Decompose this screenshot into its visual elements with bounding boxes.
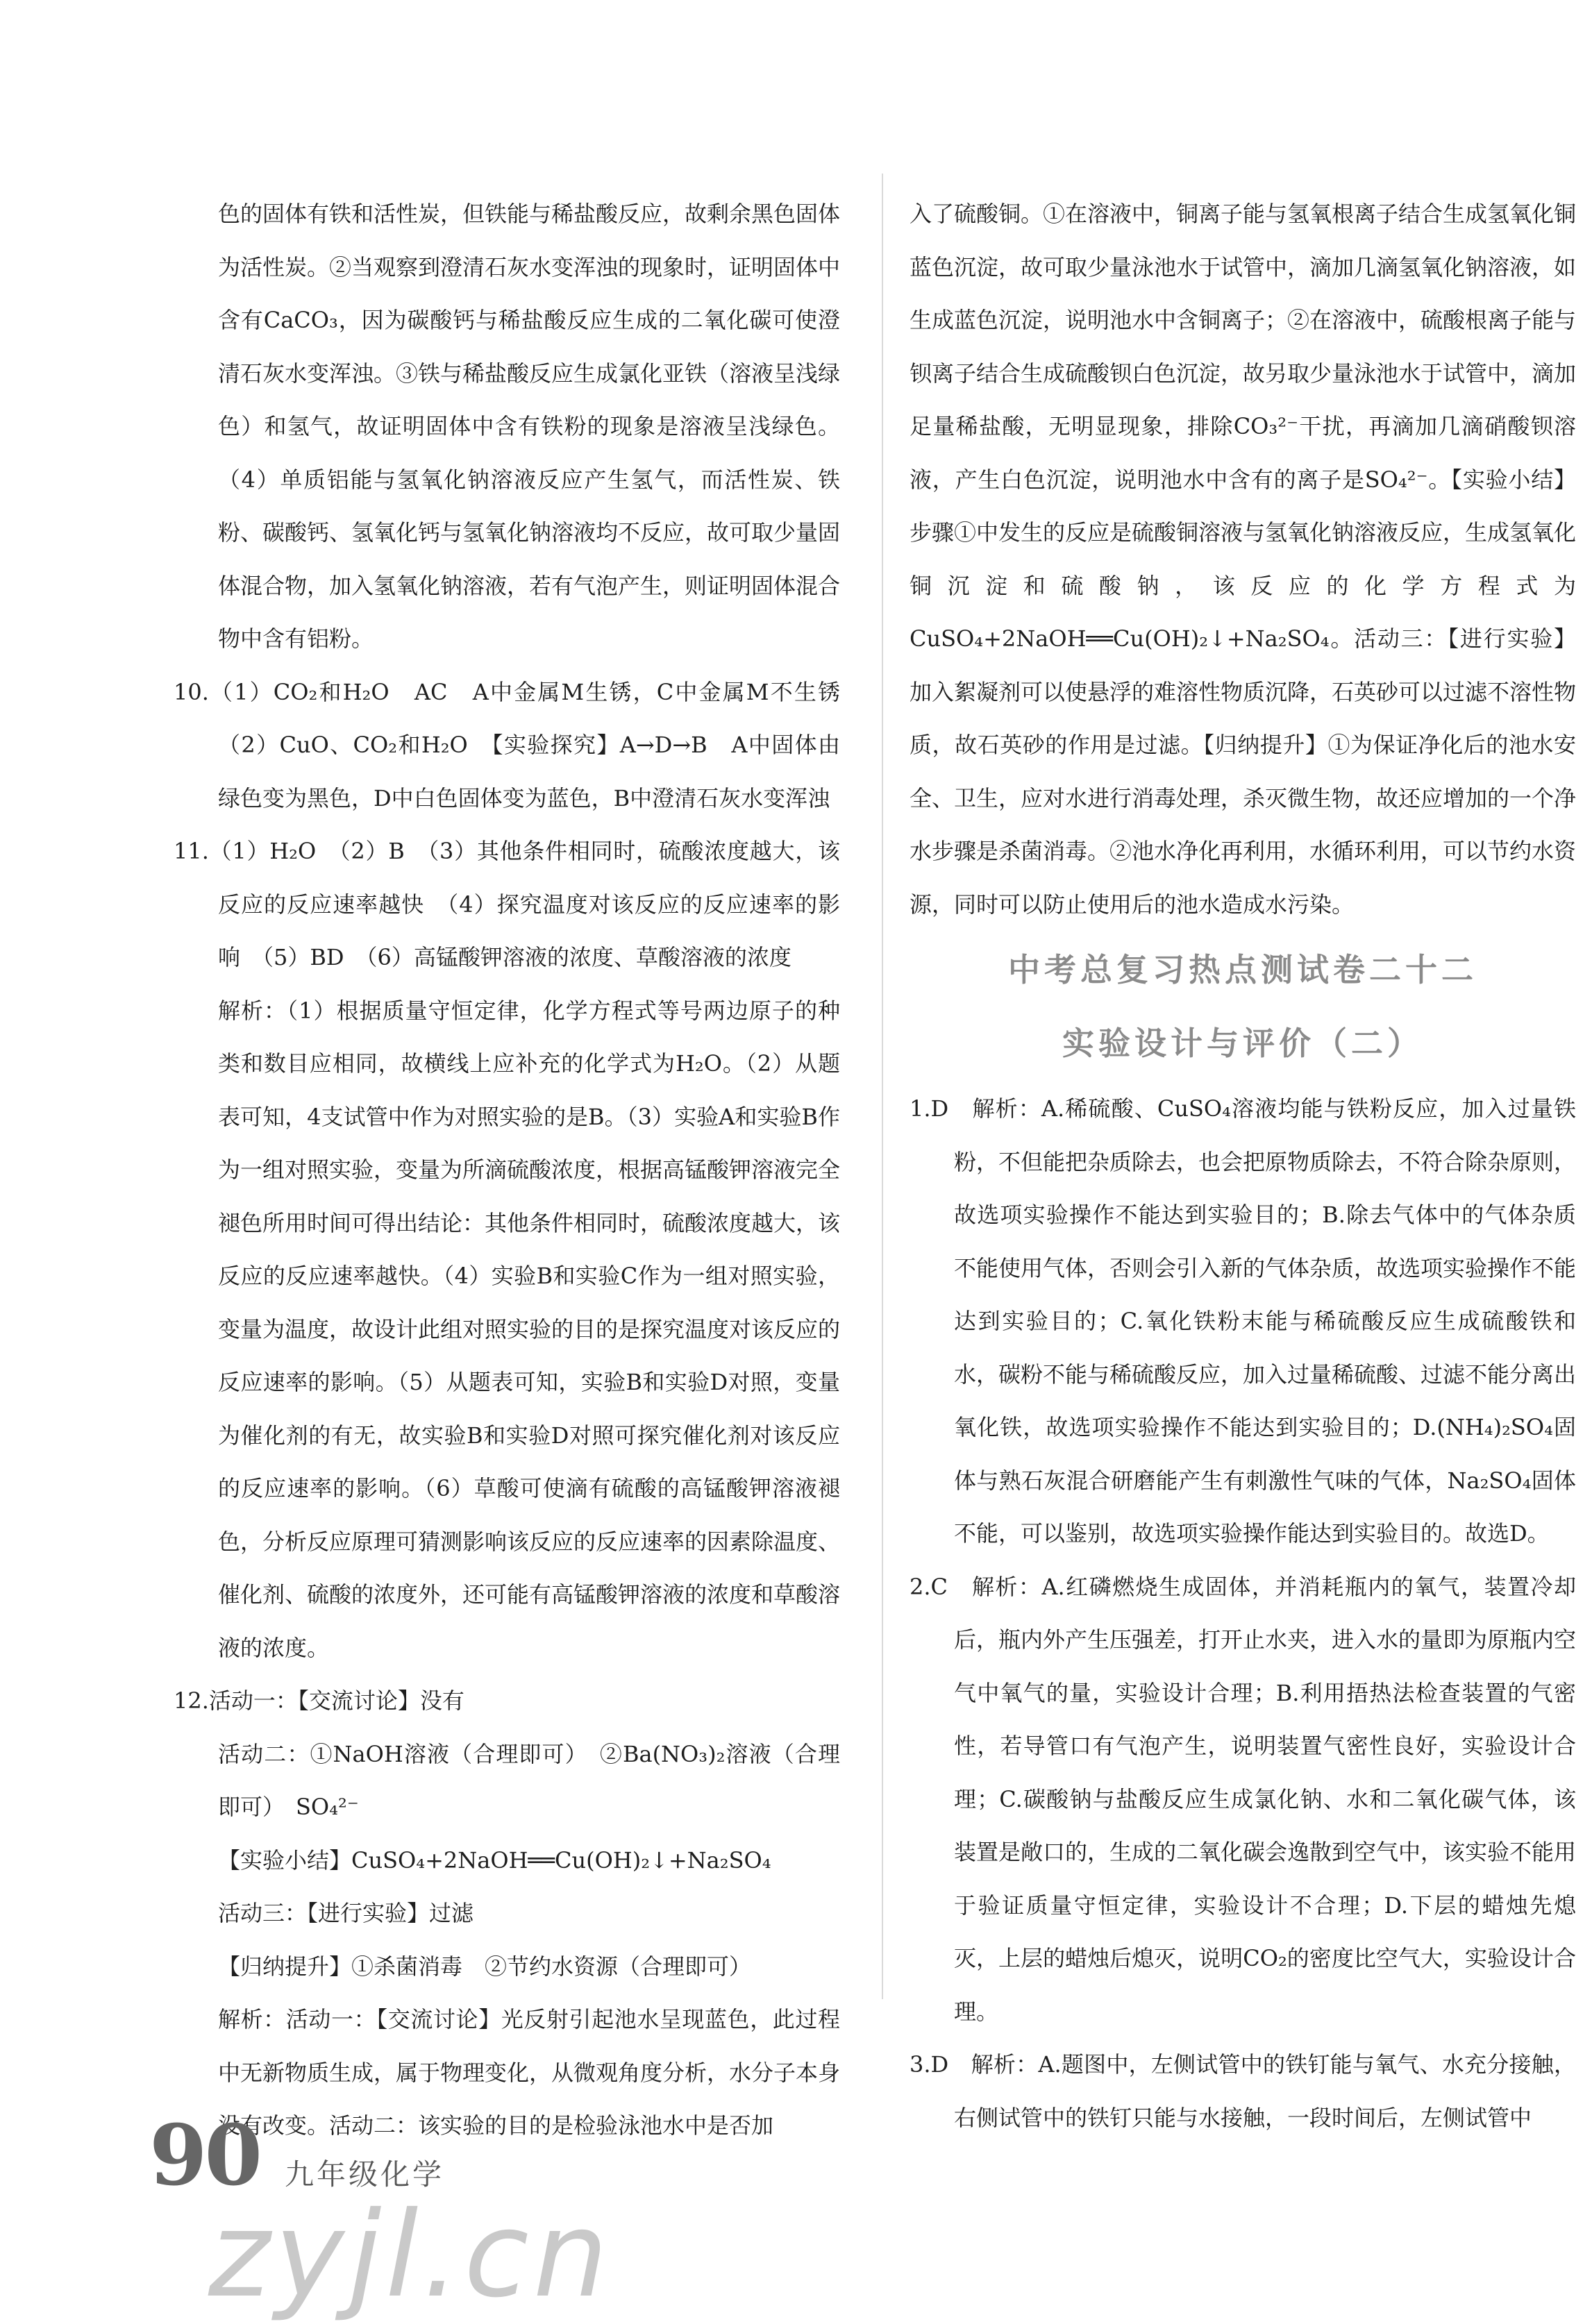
page-number: 90 bbox=[149, 2107, 260, 2205]
analysis-12: 解析：活动一：【交流讨论】光反射引起池水呈现蓝色，此过程中无新物质生成，属于物理变化，从微观角度分析，水分子本身没有改变。活动二：该实验的目的是检验泳池水中是否加 bbox=[218, 2006, 841, 2139]
answer-item-12: 12.活动一：【交流讨论】没有 bbox=[174, 1687, 464, 1714]
answer-item-12-summary: 【实验小结】CuSO₄+2NaOH══Cu(OH)₂↓+Na₂SO₄ bbox=[218, 1846, 771, 1873]
answer-item-3: 3.D 解析：A.题图中，左侧试管中的铁钉能与氧气、水充分接触，右侧试管中的铁钉只能与水接触，一段时间后，左侧试管中 bbox=[910, 2051, 1576, 2131]
answer-item-2: 2.C 解析：A.红磷燃烧生成固体，并消耗瓶内的氧气，装置冷却后，瓶内外产生压强差，打开止水夹，进入水的量即为原瓶内空气中氧气的量，实验设计合理；B.利用捂热法检查装置的气密性，若导管口有气泡产生，说明装置气密性良好，实验设计合理；C.碳酸钠与盐酸反应生成氯化钠、水和二氧化碳气体，该装置是敞口的，生成的二氧化碳会逸散到空气中，该实验不能用于验证质量守恒定律，实验设计不合理；D.下层的蜡烛先熄灭，上层的蜡烛后熄灭，说明CO₂的密度比空气大，实验设计合理。 bbox=[910, 1573, 1577, 2025]
watermark: zyjl.cn bbox=[208, 2187, 612, 2324]
section-subtitle: 实验设计与评价（二） bbox=[1062, 1025, 1423, 1062]
section-title: 中考总复习热点测试卷二十二 bbox=[1008, 951, 1477, 988]
analysis-12-continued: 入了硫酸铜。①在溶液中，铜离子能与氢氧根离子结合生成氢氧化铜蓝色沉淀，故可取少量泳池水于试管中，滴加几滴氢氧化钠溶液，如生成蓝色沉淀，说明池水中含铜离子；②在溶液中，硫酸根离子能与钡离子结合生成硫酸钡白色沉淀，故另取少量泳池水于试管中，滴加足量稀盐酸，无明显现象，排除CO₃²⁻干扰，再滴加几滴硝酸钡溶液，产生白色沉淀，说明池水中含有的离子是SO₄²⁻。【实验小结】步骤①中发生的反应是硫酸铜溶液与氢氧化钠溶液反应，生成氢氧化铜沉淀和硫酸钠，该反应的化学方程式为CuSO₄+2NaOH══Cu(OH)₂↓+Na₂SO₄。活动三：【进行实验】加入絮凝剂可以使悬浮的难溶性物质沉降，石英砂可以过滤不溶性物质，故石英砂的作用是过滤。【归纳提升】①为保证净化后的池水安全、卫生，应对水进行消毒处理，杀灭微生物，故还应增加的一个净水步骤是杀菌消毒。②池水净化再利用，水循环利用，可以节约水资源，同时可以防止使用后的池水造成水污染。 bbox=[910, 201, 1577, 918]
column-divider bbox=[882, 174, 883, 1999]
answer-item-1: 1.D 解析：A.稀硫酸、CuSO₄溶液均能与铁粉反应，加入过量铁粉，不但能把杂质除去，也会把原物质除去，不符合除杂原则，故选项实验操作不能达到实验目的；B.除去气体中的气体杂质不能使用气体，否则会引入新的气体杂质，故选项实验操作不能达到实验目的；C.氧化铁粉末能与稀硫酸反应生成硫酸铁和水，碳粉不能与稀硫酸反应，加入过量稀硫酸、过滤不能分离出氧化铁，故选项实验操作不能达到实验目的；D.(NH₄)₂SO₄固体与熟石灰混合研磨能产生有刺激性气味的气体，Na₂SO₄固体不能，可以鉴别，故选项实验操作能达到实验目的。故选D。 bbox=[910, 1095, 1577, 1547]
left-column bbox=[174, 187, 863, 2153]
right-column bbox=[910, 187, 1576, 2144]
paragraph: 色的固体有铁和活性炭，但铁能与稀盐酸反应，故剩余黑色固体为活性炭。②当观察到澄清石灰水变浑浊的现象时，证明固体中含有CaCO₃，因为碳酸钙与稀盐酸反应生成的二氧化碳可使澄清石灰水变浑浊。③铁与稀盐酸反应生成氯化亚铁（溶液呈浅绿色）和氢气，故证明固体中含有铁粉的现象是溶液呈浅绿色。（4）单质铝能与氢氧化钠溶液反应产生氢气，而活性炭、铁粉、碳酸钙、氢氧化钙与氢氧化钠溶液均不反应，故可取少量固体混合物，加入氢氧化钠溶液，若有气泡产生，则证明固体混合物中含有铝粉。 bbox=[218, 201, 841, 652]
answer-item-11: 11.（1）H₂O （2）B （3）其他条件相同时，硫酸浓度越大，该反应的反应速率越快 （4）探究温度对该反应的反应速率的影响 （5）BD （6）高锰酸钾溶液的浓度、草酸溶液的浓度 bbox=[174, 838, 840, 970]
analysis-11: 解析：（1）根据质量守恒定律，化学方程式等号两边原子的种类和数目应相同，故横线上应补充的化学式为H₂O。（2）从题表可知，4支试管中作为对照实验的是B。（3）实验A和实验B作为一组对照实验，变量为所滴硫酸浓度，根据高锰酸钾溶液完全褪色所用时间可得出结论：其他条件相同时，硫酸浓度越大，该反应的反应速率越快。（4）实验B和实验C作为一组对照实验，变量为温度，故设计此组对照实验的目的是探究温度对该反应的反应速率的影响。（5）从题表可知，实验B和实验D对照，变量为催化剂的有无，故实验B和实验D对照可探究催化剂对该反应的反应速率的影响。（6）草酸可使滴有硫酸的高锰酸钾溶液褪色，分析反应原理可猜测影响该反应的反应速率的因素除温度、催化剂、硫酸的浓度外，还可能有高锰酸钾溶液的浓度和草酸溶液的浓度。 bbox=[218, 997, 841, 1661]
answer-item-12-improve: 【归纳提升】①杀菌消毒 ②节约水资源（合理即可） bbox=[218, 1953, 752, 1980]
answer-item-12-activity-2: 活动二：①NaOH溶液（合理即可） ②Ba(NO₃)₂溶液（合理即可） SO₄²⁻ bbox=[218, 1740, 840, 1820]
answer-item-12-activity-3: 活动三：【进行实验】过滤 bbox=[218, 1900, 474, 1926]
grade-subject: 九年级化学 bbox=[285, 2157, 445, 2191]
answer-item-10: 10.（1）CO₂和H₂O AC A中金属M生锈，C中金属M不生锈 （2）CuO、CO₂和H₂O 【实验探究】A→D→B A中固体由绿色变为黑色，D中白色固体变为蓝色，B中澄清石灰水变浑浊 bbox=[174, 678, 863, 811]
